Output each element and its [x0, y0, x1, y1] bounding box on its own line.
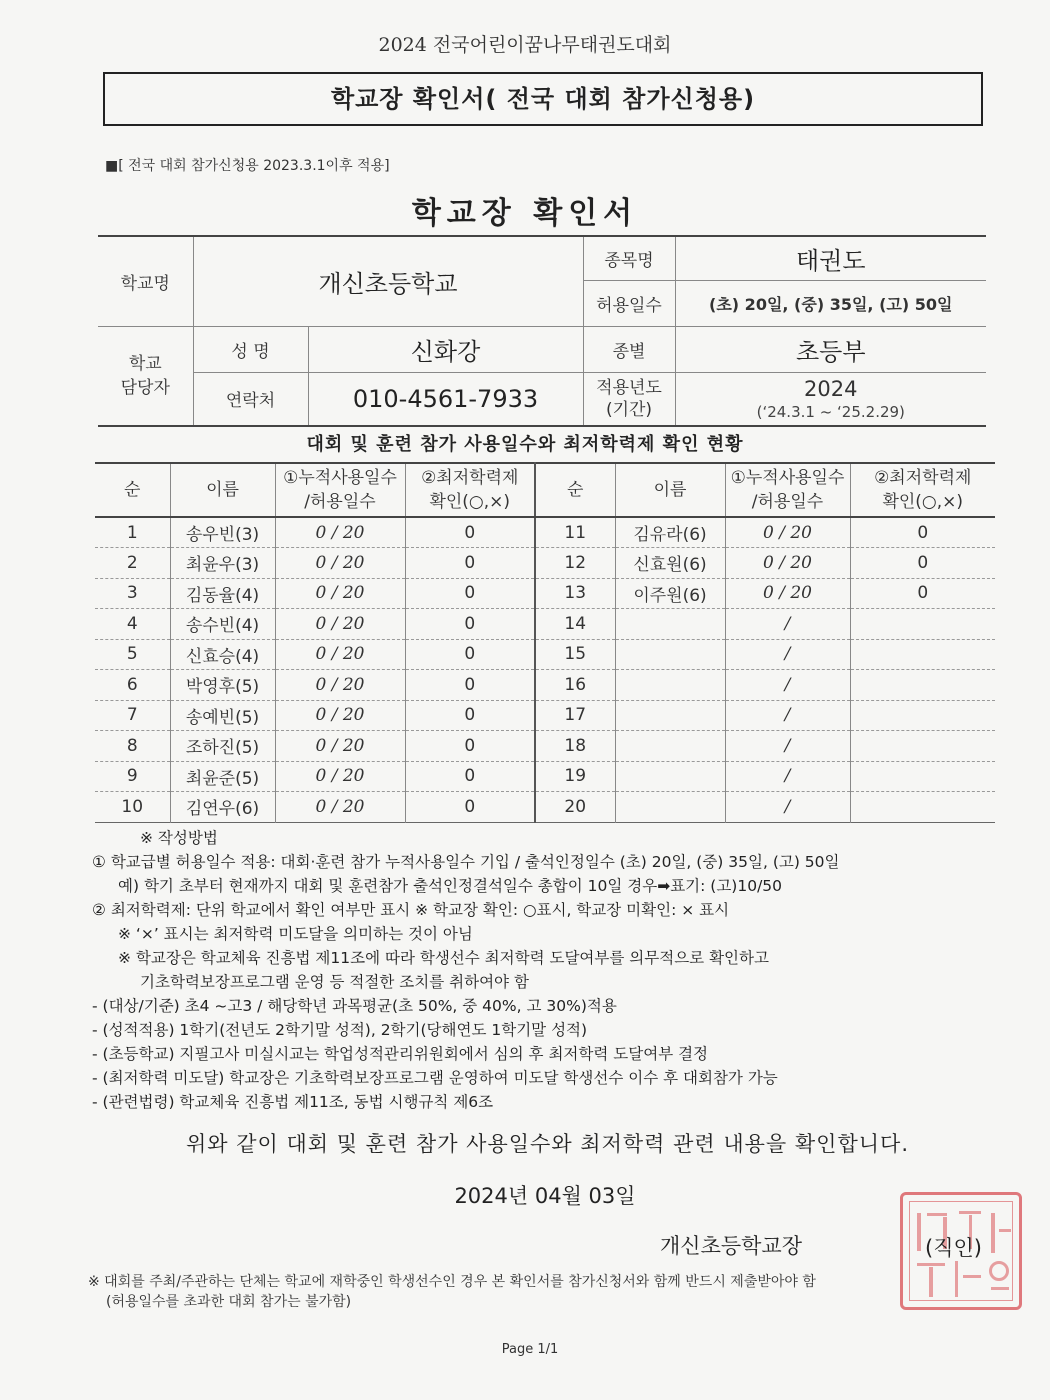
- row-number: 18: [535, 731, 615, 762]
- confirmation-statement: 위와 같이 대회 및 훈련 참가 사용일수와 최저학력 관련 내용을 확인합니다.: [185, 1132, 909, 1156]
- used-days: /: [725, 639, 850, 670]
- min-academic-check: [850, 792, 995, 823]
- method-line: - (최저학력 미도달) 학교장은 기초학력보장프로그램 운영하여 미도달 학생선수 이수 후 대회참가 가능: [92, 1069, 778, 1087]
- table-row: [95, 792, 995, 823]
- used-days: 0 / 20: [275, 731, 405, 762]
- table-row: [95, 761, 995, 792]
- row-number: 8: [95, 731, 170, 762]
- used-days: /: [725, 761, 850, 792]
- method-line: ※ 학교장은 학교체육 진흥법 제11조에 따라 학생선수 최저학력 도달여부를 의무적으로 확인하고: [118, 949, 769, 967]
- footnote-line: ※ 대회를 주최/주관하는 단체는 학교에 재학중인 학생선수인 경우 본 확인서를 참가신청서와 함께 반드시 제출받아야 함: [88, 1274, 816, 1290]
- student-name: [615, 609, 725, 640]
- row-number: 6: [95, 670, 170, 701]
- issue-date: 2024년 04월 03일: [454, 1184, 636, 1208]
- table-row: [95, 548, 995, 579]
- page-number: Page 1/1: [501, 1342, 559, 1357]
- method-line: - (성적적용) 1학기(전년도 2학기말 성적), 2학기(당해연도 1학기말 성적): [92, 1021, 588, 1039]
- student-name: 최윤준(5): [170, 761, 275, 792]
- footnote: [88, 1272, 1018, 1312]
- row-number: 2: [95, 548, 170, 579]
- table-row: [95, 517, 995, 548]
- min-academic-check: [850, 700, 995, 731]
- method-line: ① 학교급별 허용일수 적용: 대회·훈련 참가 누적사용일수 기입 / 출석인정일수 (초) 20일, (중) 35일, (고) 50일: [92, 853, 840, 871]
- student-name: [615, 639, 725, 670]
- application-notice: ■[ 전국 대회 참가신청용 2023.3.1이후 적용]: [105, 158, 390, 174]
- person-name-value: 신화강: [308, 326, 583, 372]
- sport-value: 태권도: [675, 236, 986, 280]
- row-number: 14: [535, 609, 615, 640]
- col-no: 순: [95, 463, 170, 517]
- event-title: 2024 전국어린이꿈나무태권도대회: [378, 34, 672, 56]
- used-days: 0 / 20: [275, 517, 405, 548]
- principal-name: 개신초등학교장: [660, 1234, 803, 1258]
- min-academic-check: 0: [405, 578, 535, 609]
- used-days: /: [725, 700, 850, 731]
- student-name: [615, 700, 725, 731]
- used-days: 0 / 20: [275, 639, 405, 670]
- method-line: - (대상/기준) 초4 ~고3 / 해당학년 과목평균(초 50%, 중 40%, 고 30%)적용: [92, 997, 617, 1015]
- row-number: 15: [535, 639, 615, 670]
- student-name: 김연우(6): [170, 792, 275, 823]
- student-name: [615, 670, 725, 701]
- student-name: 김동율(4): [170, 578, 275, 609]
- student-name: [615, 792, 725, 823]
- status-title: 대회 및 훈련 참가 사용일수와 최저학력제 확인 현황: [306, 434, 744, 455]
- roster-table: [95, 462, 995, 823]
- used-days: /: [725, 792, 850, 823]
- min-academic-check: [850, 761, 995, 792]
- min-academic-check: [850, 639, 995, 670]
- sport-label: 종목명: [583, 236, 675, 280]
- row-number: 1: [95, 517, 170, 548]
- min-academic-check: 0: [850, 517, 995, 548]
- row-number: 17: [535, 700, 615, 731]
- min-academic-check: 0: [850, 548, 995, 579]
- method-line: - (관련법령) 학교체육 진흥법 제11조, 동법 시행규칙 제6조: [92, 1093, 494, 1111]
- row-number: 11: [535, 517, 615, 548]
- school-name-value: 개신초등학교: [193, 236, 583, 326]
- table-row: [95, 670, 995, 701]
- used-days: 0 / 20: [725, 578, 850, 609]
- col-name: 이름: [170, 463, 275, 517]
- contact-label: 연락처: [193, 372, 308, 426]
- used-days: 0 / 20: [275, 792, 405, 823]
- col-days: ①누적사용일수 /허용일수: [275, 463, 405, 517]
- school-info-table: [98, 235, 986, 427]
- col-check: ②최저학력제 확인(○,×): [405, 463, 535, 517]
- boxed-title: 학교장 확인서( 전국 대회 참가신청용): [103, 72, 983, 126]
- year-period: (‘24.3.1 ~ ‘25.2.29): [756, 402, 905, 421]
- col-days-right: ①누적사용일수 /허용일수: [725, 463, 850, 517]
- used-days: 0 / 20: [275, 609, 405, 640]
- col-no-right: 순: [535, 463, 615, 517]
- used-days: 0 / 20: [725, 517, 850, 548]
- row-number: 20: [535, 792, 615, 823]
- year-value: 2024: [804, 376, 858, 401]
- student-name: 송예빈(5): [170, 700, 275, 731]
- row-number: 10: [95, 792, 170, 823]
- table-row: [95, 609, 995, 640]
- division-label: 종별: [583, 326, 675, 372]
- table-row: [95, 700, 995, 731]
- used-days: /: [725, 731, 850, 762]
- writing-method: [92, 826, 992, 1114]
- student-name: 송수빈(4): [170, 609, 275, 640]
- row-number: 3: [95, 578, 170, 609]
- student-name: [615, 731, 725, 762]
- min-academic-check: 0: [405, 761, 535, 792]
- used-days: 0 / 20: [275, 548, 405, 579]
- used-days: /: [725, 609, 850, 640]
- table-row: [95, 578, 995, 609]
- method-line: ※ ‘×’ 표시는 최저학력 미도달을 의미하는 것이 아님: [118, 925, 473, 943]
- min-academic-check: 0: [405, 609, 535, 640]
- used-days: 0 / 20: [275, 700, 405, 731]
- method-line: ② 최저학력제: 단위 학교에서 확인 여부만 표시 ※ 학교장 확인: ○표시, 학교장 미확인: × 표시: [92, 901, 730, 919]
- year-cell: [675, 372, 986, 426]
- row-number: 9: [95, 761, 170, 792]
- table-row: [95, 639, 995, 670]
- year-label: 적용년도 (기간): [583, 372, 675, 426]
- student-name: 신효원(6): [615, 548, 725, 579]
- allowed-days-value: (초) 20일, (중) 35일, (고) 50일: [675, 280, 986, 326]
- min-academic-check: 0: [405, 670, 535, 701]
- used-days: /: [725, 670, 850, 701]
- used-days: 0 / 20: [275, 578, 405, 609]
- min-academic-check: [850, 670, 995, 701]
- footnote-line: (허용일수를 초과한 대회 참가는 불가함): [106, 1294, 352, 1310]
- table-row: [95, 731, 995, 762]
- row-number: 4: [95, 609, 170, 640]
- used-days: 0 / 20: [275, 761, 405, 792]
- method-line: 예) 학기 초부터 현재까지 대회 및 훈련참가 출석인정결석일수 총합이 10일 경우➡표기: (고)10/50: [118, 877, 783, 895]
- row-number: 16: [535, 670, 615, 701]
- division-value: 초등부: [675, 326, 986, 372]
- min-academic-check: 0: [850, 578, 995, 609]
- min-academic-check: 0: [405, 548, 535, 579]
- manager-label: 학교 담당자: [98, 326, 193, 426]
- student-name: 송우빈(3): [170, 517, 275, 548]
- method-heading: ※ 작성방법: [140, 829, 218, 847]
- student-name: 이주원(6): [615, 578, 725, 609]
- student-name: 최윤우(3): [170, 548, 275, 579]
- row-number: 12: [535, 548, 615, 579]
- min-academic-check: [850, 609, 995, 640]
- person-name-label: 성 명: [193, 326, 308, 372]
- contact-value: 010-4561-7933: [308, 372, 583, 426]
- min-academic-check: 0: [405, 792, 535, 823]
- student-name: 신효승(4): [170, 639, 275, 670]
- student-name: [615, 761, 725, 792]
- document-title: 학교장 확인서: [411, 196, 639, 231]
- method-line: - (초등학교) 지필고사 미실시교는 학업성적관리위원회에서 심의 후 최저학력 도달여부 결정: [92, 1045, 709, 1063]
- seal-label: (직인): [925, 1236, 982, 1260]
- used-days: 0 / 20: [725, 548, 850, 579]
- method-line: 기초학력보장프로그램 운영 등 적절한 조치를 취하여야 함: [140, 973, 529, 991]
- student-name: 박영후(5): [170, 670, 275, 701]
- row-number: 19: [535, 761, 615, 792]
- min-academic-check: [850, 731, 995, 762]
- min-academic-check: 0: [405, 639, 535, 670]
- min-academic-check: 0: [405, 731, 535, 762]
- row-number: 5: [95, 639, 170, 670]
- row-number: 13: [535, 578, 615, 609]
- student-name: 조하진(5): [170, 731, 275, 762]
- school-name-label: 학교명: [98, 236, 193, 326]
- used-days: 0 / 20: [275, 670, 405, 701]
- min-academic-check: 0: [405, 700, 535, 731]
- col-name-right: 이름: [615, 463, 725, 517]
- min-academic-check: 0: [405, 517, 535, 548]
- allowed-days-label: 허용일수: [583, 280, 675, 326]
- student-name: 김유라(6): [615, 517, 725, 548]
- col-check-right: ②최저학력제 확인(○,×): [850, 463, 995, 517]
- row-number: 7: [95, 700, 170, 731]
